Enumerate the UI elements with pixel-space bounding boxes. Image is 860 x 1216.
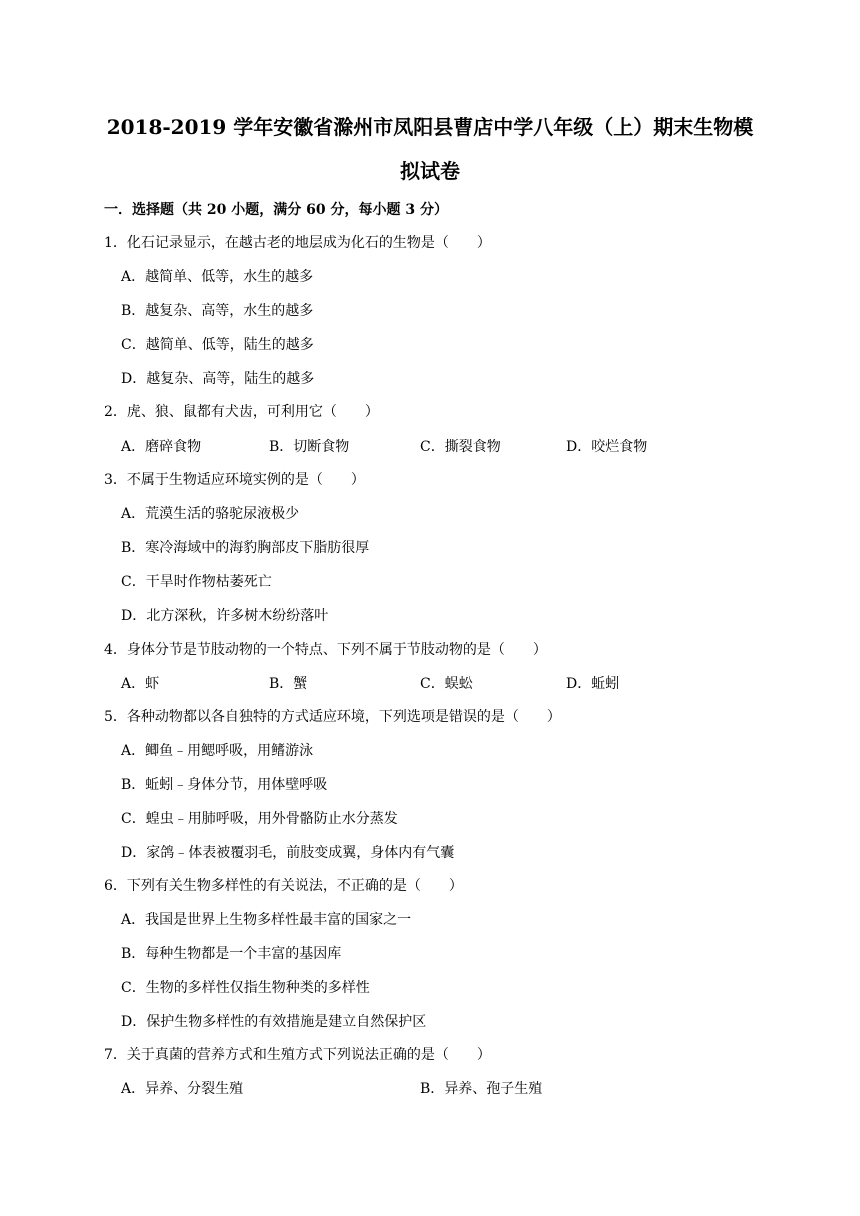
question-6-option-d: D．保护生物多样性的有效措施是建立自然保护区	[121, 1014, 427, 1030]
question-5-stem: 5．各种动物都以各自独特的方式适应环境，下列选项是错误的是（ ）	[104, 709, 561, 725]
question-6-option-a: A．我国是世界上生物多样性最丰富的国家之一	[121, 912, 412, 928]
question-1-option-d: D．越复杂、高等，陆生的越多	[121, 371, 315, 387]
question-1-stem: 1．化石记录显示，在越古老的地层成为化石的生物是（ ）	[104, 235, 491, 251]
question-1-option-b: B．越复杂、高等，水生的越多	[121, 303, 314, 319]
question-3-option-a: A．荒漠生活的骆驼尿液极少	[121, 506, 300, 522]
question-2-option-d: D．咬烂食物	[566, 439, 648, 455]
question-7-option-a: A．异养、分裂生殖	[121, 1081, 244, 1097]
question-2-option-b: B．切断食物	[269, 439, 350, 455]
question-3-stem: 3．不属于生物适应环境实例的是（ ）	[104, 472, 365, 488]
question-6-option-b: B．每种生物都是一个丰富的基因库	[121, 946, 342, 962]
question-3-option-c: C．干旱时作物枯萎死亡	[121, 574, 272, 590]
question-2-option-a: A．磨碎食物	[121, 439, 202, 455]
question-4-option-b: B．蟹	[269, 676, 308, 692]
question-1-option-c: C．越简单、低等，陆生的越多	[121, 337, 314, 353]
question-2-option-c: C．撕裂食物	[420, 439, 501, 455]
question-3-option-b: B．寒冷海域中的海豹胸部皮下脂肪很厚	[121, 540, 370, 556]
question-4-stem: 4．身体分节是节肢动物的一个特点、下列不属于节肢动物的是（ ）	[104, 642, 547, 658]
exam-title-line-1: 2018-2019 学年安徽省滁州市凤阳县曹店中学八年级（上）期末生物模	[106, 115, 754, 139]
exam-title-line-2: 拟试卷	[400, 159, 460, 183]
question-3-option-d: D．北方深秋，许多树木纷纷落叶	[121, 608, 329, 624]
question-5-option-d: D．家鸽﹣体表被覆羽毛，前肢变成翼，身体内有气囊	[121, 845, 455, 861]
question-2-stem: 2．虎、狼、鼠都有犬齿，可利用它（ ）	[104, 404, 379, 420]
question-5-option-c: C．蝗虫﹣用肺呼吸，用外骨骼防止水分蒸发	[121, 811, 398, 827]
question-5-option-b: B．蚯蚓﹣身体分节，用体壁呼吸	[121, 777, 328, 793]
question-1-option-a: A．越简单、低等，水生的越多	[121, 269, 314, 285]
question-7-stem: 7．关于真菌的营养方式和生殖方式下列说法正确的是（ ）	[104, 1047, 491, 1063]
section-heading-choice: 一．选择题（共 20 小题，满分 60 分，每小题 3 分）	[104, 202, 448, 218]
question-5-option-a: A．鲫鱼﹣用鳃呼吸，用鳍游泳	[121, 743, 314, 759]
question-4-option-d: D．蚯蚓	[566, 676, 620, 692]
question-6-option-c: C．生物的多样性仅指生物种类的多样性	[121, 980, 370, 996]
question-4-option-a: A．虾	[121, 676, 160, 692]
question-6-stem: 6．下列有关生物多样性的有关说法，不正确的是（ ）	[104, 878, 463, 894]
question-7-option-b: B．异养、孢子生殖	[420, 1081, 543, 1097]
question-4-option-c: C．蜈蚣	[420, 676, 473, 692]
